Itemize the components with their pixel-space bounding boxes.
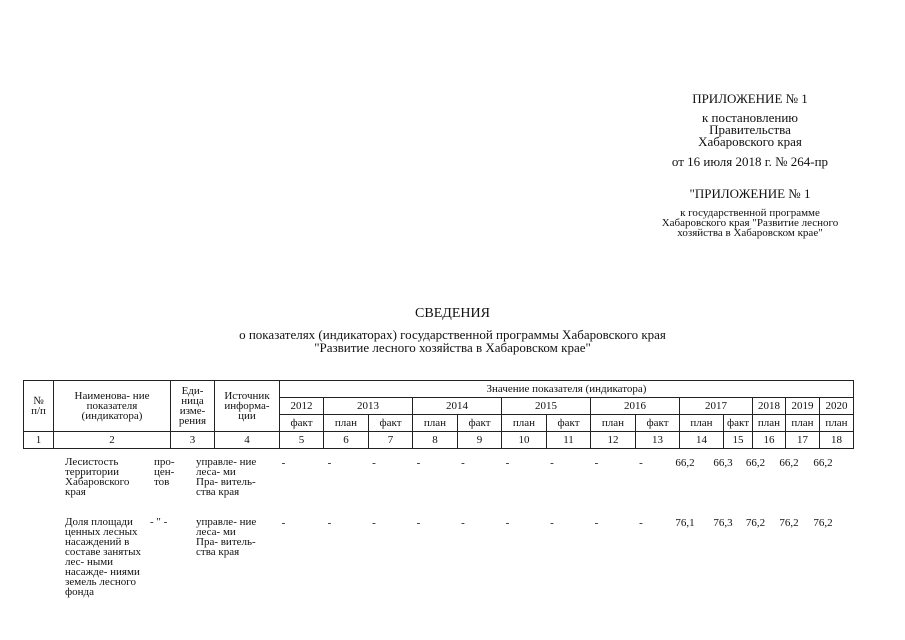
- year-header: 2019: [786, 398, 820, 415]
- value-cell: 66,3: [713, 457, 733, 469]
- column-number: 18: [820, 432, 854, 449]
- column-number: 3: [171, 432, 215, 449]
- col-header-name: Наименова- ние показателя (индикатора): [54, 381, 171, 432]
- value-cell: 76,2: [779, 517, 799, 529]
- value-cell: 76,2: [813, 517, 833, 529]
- value-cell: -: [550, 517, 554, 529]
- table-row: [23, 517, 840, 607]
- year-header: 2014: [413, 398, 502, 415]
- appendix-title-2: "ПРИЛОЖЕНИЕ № 1: [689, 186, 811, 201]
- indicators-table-body: [23, 457, 840, 607]
- value-cell: -: [639, 517, 643, 529]
- value-cell: -: [327, 457, 332, 469]
- value-cell: 76,3: [713, 517, 733, 529]
- value-cell: -: [594, 517, 599, 529]
- column-number: 6: [324, 432, 369, 449]
- value-cell: -: [372, 457, 376, 469]
- value-cell: -: [550, 457, 554, 469]
- value-cell: 66,2: [675, 457, 695, 469]
- subheader-cell: факт: [724, 415, 753, 432]
- column-number: 13: [636, 432, 680, 449]
- header-line-1: к постановлению: [701, 110, 799, 125]
- document-title: СВЕДЕНИЯ: [415, 306, 490, 321]
- indicator-unit: про- цен- тов: [154, 456, 175, 488]
- year-header: 2020: [820, 398, 854, 415]
- column-number: 4: [215, 432, 280, 449]
- subheader-cell: план: [753, 415, 786, 432]
- column-number: 11: [547, 432, 591, 449]
- value-cell: -: [281, 457, 286, 469]
- column-number: 9: [458, 432, 502, 449]
- document-subtitle-1: о показателях (индикаторах) государственной программы Хабаровского края: [239, 327, 666, 342]
- subheader-cell: план: [324, 415, 369, 432]
- value-cell: -: [461, 517, 465, 529]
- subheader-cell: план: [413, 415, 458, 432]
- year-header: 2012: [280, 398, 324, 415]
- value-cell: 66,2: [745, 457, 766, 469]
- col-header-number: № п/п: [24, 381, 54, 432]
- column-number: 15: [724, 432, 753, 449]
- indicators-table-header: [23, 380, 854, 449]
- column-number: 14: [680, 432, 724, 449]
- col-header-unit: Еди- ница изме- рения: [171, 381, 215, 432]
- value-cell: -: [416, 457, 421, 469]
- subheader-cell: факт: [369, 415, 413, 432]
- column-number: 10: [502, 432, 547, 449]
- value-cell: -: [594, 457, 599, 469]
- subheader-cell: план: [786, 415, 820, 432]
- column-number: 2: [54, 432, 171, 449]
- value-cell: 66,2: [779, 457, 799, 469]
- column-number: 16: [753, 432, 786, 449]
- col-header-source: Источник информа- ции: [215, 381, 280, 432]
- year-header: 2017: [680, 398, 753, 415]
- value-cell: -: [281, 517, 286, 529]
- indicator-source: управле- ние леса- ми Пра- витель- ства края: [196, 456, 257, 498]
- header-line-3: Хабаровского края: [698, 134, 802, 149]
- value-cell: -: [461, 457, 465, 469]
- value-cell: -: [505, 457, 510, 469]
- program-line-3: хозяйства в Хабаровском крае": [677, 227, 823, 239]
- indicator-name: Лесистость территории Хабаровского края: [65, 456, 130, 498]
- subheader-cell: план: [680, 415, 724, 432]
- subheader-cell: план: [591, 415, 636, 432]
- indicator-source: управле- ние леса- ми Пра- витель- ства края: [196, 516, 257, 558]
- value-cell: -: [416, 517, 421, 529]
- value-cell: -: [327, 517, 332, 529]
- header-line-2: Правительства: [709, 122, 791, 137]
- col-header-value: Значение показателя (индикатора): [280, 381, 854, 398]
- program-line-2: Хабаровского края "Развитие лесного: [661, 217, 839, 229]
- value-cell: -: [639, 457, 643, 469]
- year-header: 2018: [753, 398, 786, 415]
- indicator-name: Доля площади ценных лесных насаждений в составе занятых лес- ными насажде- ниями земель лесного фонда: [65, 516, 141, 598]
- subheader-cell: факт: [547, 415, 591, 432]
- column-number: 8: [413, 432, 458, 449]
- year-header: 2015: [502, 398, 591, 415]
- value-cell: 76,1: [675, 517, 695, 529]
- subheader-cell: план: [502, 415, 547, 432]
- value-cell: 76,2: [745, 517, 766, 529]
- header-date: от 16 июля 2018 г. № 264-пр: [671, 154, 829, 169]
- column-number: 1: [24, 432, 54, 449]
- subheader-cell: факт: [280, 415, 324, 432]
- document-subtitle-2: "Развитие лесного хозяйства в Хабаровском крае": [314, 340, 591, 355]
- column-number: 5: [280, 432, 324, 449]
- column-number: 7: [369, 432, 413, 449]
- program-line-1: к государственной программе: [680, 207, 820, 219]
- value-cell: -: [505, 517, 510, 529]
- year-header: 2013: [324, 398, 413, 415]
- table-row: [23, 457, 840, 517]
- column-number: 12: [591, 432, 636, 449]
- subheader-cell: факт: [458, 415, 502, 432]
- subheader-cell: план: [820, 415, 854, 432]
- appendix-title: ПРИЛОЖЕНИЕ № 1: [692, 91, 808, 106]
- value-cell: -: [372, 517, 376, 529]
- year-header: 2016: [591, 398, 680, 415]
- subheader-cell: факт: [636, 415, 680, 432]
- indicator-unit: - " -: [150, 516, 168, 528]
- column-number: 17: [786, 432, 820, 449]
- value-cell: 66,2: [813, 457, 833, 469]
